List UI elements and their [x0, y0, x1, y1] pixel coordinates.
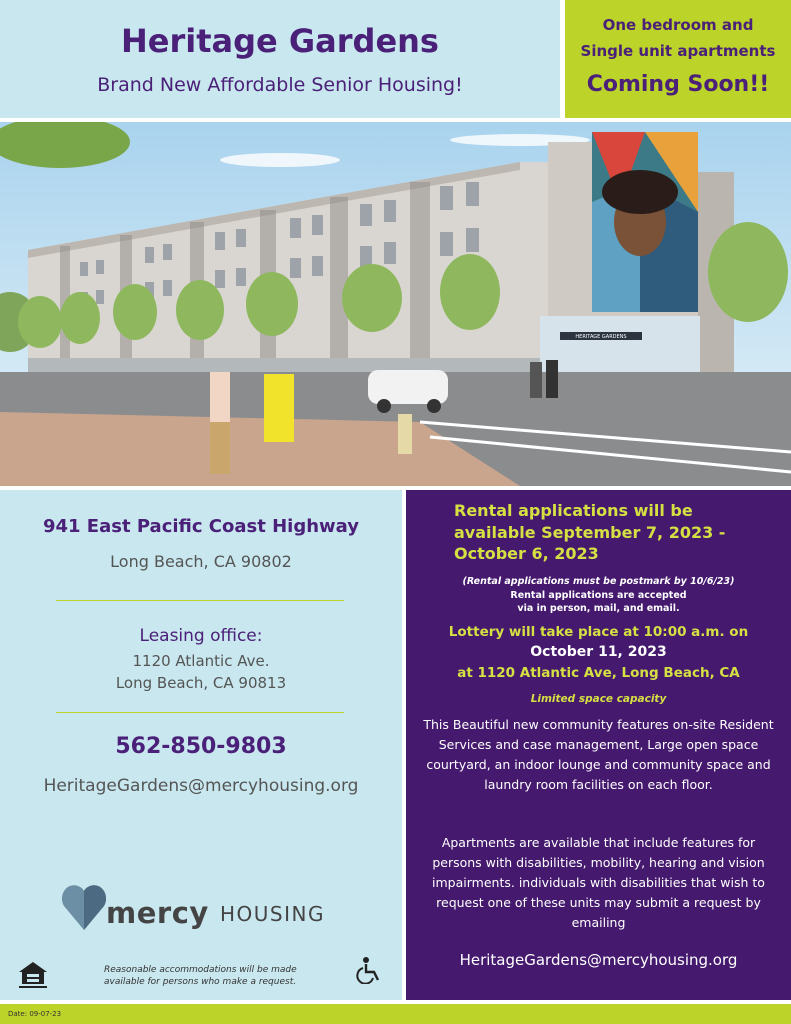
leasing-office-label: Leasing office: [139, 626, 263, 646]
coming-soon-callout [565, 0, 791, 118]
community-description: This Beautiful new community features on-site Resident Services and case management, Large open space courtyard, an indoor lounge and community space and laundry room facilities on each floor. [423, 717, 774, 792]
applications-accepted-line-2: via in person, mail, and email. [517, 603, 680, 614]
equal-housing-opportunity-icon [16, 960, 50, 990]
postmark-note: (Rental applications must be postmark by 10/6/23) [462, 576, 735, 587]
property-address-street: 941 East Pacific Coast Highway [42, 516, 360, 537]
page-title: Heritage Gardens [121, 22, 439, 60]
wheelchair-icon [356, 956, 382, 984]
building-rendering-photo [0, 122, 791, 486]
logo-word-mercy: mercy [106, 896, 209, 930]
accessible-apartments-info: Apartments are available that include features for persons with disabilities, mobility, hearing and vision impairments. individuals with disabilities that wish to request one of these units may submit a request by emailing [432, 835, 765, 930]
lottery-date: October 11, 2023 [530, 644, 667, 660]
limited-capacity-note: Limited space capacity [530, 693, 667, 705]
flyer-date: Date: 09-07-23 [8, 1010, 62, 1018]
divider [56, 712, 344, 713]
rental-applications-panel [406, 490, 791, 1000]
divider [56, 600, 344, 601]
contact-info-panel [0, 490, 402, 1000]
applications-accepted-line-1: Rental applications are accepted [510, 590, 687, 601]
header-banner [0, 0, 560, 118]
property-address-city: Long Beach, CA 90802 [110, 552, 292, 571]
lottery-time: Lottery will take place at 10:00 a.m. on [448, 624, 749, 640]
callout-coming-soon: Coming Soon!! [586, 72, 770, 97]
request-email[interactable]: HeritageGardens@mercyhousing.org [459, 951, 738, 969]
applications-headline: Rental applications will be available September 7, 2023 - October 6, 2023 [454, 501, 726, 564]
heart-logo-icon [60, 878, 108, 934]
callout-line-2: Single unit apartments [580, 42, 776, 60]
leasing-office-city: Long Beach, CA 90813 [115, 674, 287, 692]
phone-number[interactable]: 562-850-9803 [115, 734, 287, 759]
building-sign: HERITAGE GARDENS [575, 334, 627, 340]
logo-word-housing: HOUSING [220, 902, 325, 926]
leasing-office-street: 1120 Atlantic Ave. [132, 652, 270, 670]
footer-bar [0, 1004, 791, 1024]
reasonable-accommodations-note: Reasonable accommodations will be made available for persons who make a request. [104, 965, 297, 988]
callout-line-1: One bedroom and [602, 16, 754, 34]
page-subtitle: Brand New Affordable Senior Housing! [97, 74, 463, 96]
lottery-location: at 1120 Atlantic Ave, Long Beach, CA [457, 665, 740, 681]
mercy-housing-logo [60, 878, 350, 938]
contact-email[interactable]: HeritageGardens@mercyhousing.org [43, 776, 359, 796]
